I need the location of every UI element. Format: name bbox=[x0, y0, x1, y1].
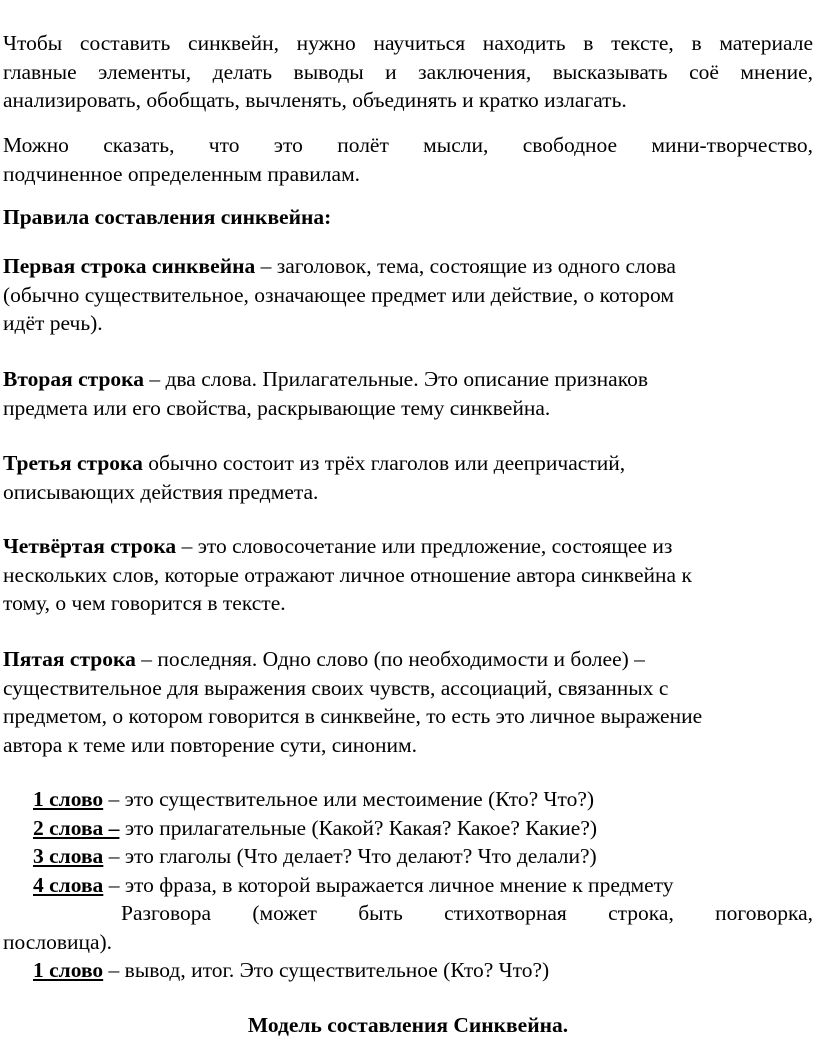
rule-third-label: Третья строка bbox=[3, 451, 143, 475]
intro-line-3: анализировать, обобщать, вычленять, объединять и кратко излагать. bbox=[3, 88, 627, 112]
rules-heading: Правила составления синквейна: bbox=[3, 205, 332, 229]
scheme-item-4 bbox=[33, 871, 813, 900]
scheme-item-2 bbox=[33, 814, 813, 843]
rule-fifth-text-1: – последняя. Одно слово (по необходимости и более) – bbox=[135, 647, 645, 671]
rule-fourth-text-1: – это словосочетание или предложение, состоящее из bbox=[176, 534, 673, 558]
scheme-item-2-text: это прилагательные (Какой? Какая? Какое? Какие?) bbox=[119, 815, 598, 840]
rule-fourth-line bbox=[3, 532, 813, 618]
rule-third-line bbox=[3, 449, 813, 506]
rule-fifth-label: Пятая строка bbox=[3, 647, 136, 671]
intro-line-2: главные элементы, делать выводы и заключения, высказывать соё мнение, bbox=[3, 59, 813, 84]
flight-paragraph bbox=[3, 131, 813, 188]
scheme-item-3 bbox=[33, 842, 813, 871]
rule-third-text-2: описывающих действия предмета. bbox=[3, 479, 319, 504]
rule-first-label: Первая строка синквейна bbox=[3, 254, 256, 278]
rule-fifth-line bbox=[3, 645, 813, 759]
scheme-item-5 bbox=[33, 956, 813, 985]
scheme-item-4-continuation-2: пословица). bbox=[3, 929, 113, 954]
flight-line-1: Можно сказать, что это полёт мысли, свободное мини-творчество, bbox=[3, 133, 813, 157]
scheme-item-3-label: 3 слова bbox=[33, 844, 104, 868]
intro-paragraph bbox=[3, 29, 813, 115]
rule-second-label: Вторая строка bbox=[3, 367, 144, 391]
scheme-item-4-text: – это фраза, в которой выражается личное мнение к предмету bbox=[103, 872, 674, 897]
rule-fifth-text-2: существительное для выражения своих чувств, ассоциаций, связанных с bbox=[3, 675, 669, 700]
rule-first-line bbox=[3, 252, 813, 338]
scheme-item-5-text: – вывод, итог. Это существительное (Кто? Что?) bbox=[103, 958, 550, 982]
rule-first-text-1: – заголовок, тема, состоящие из одного слова bbox=[255, 254, 676, 278]
scheme-item-1-label: 1 слово bbox=[33, 787, 104, 811]
rule-fourth-text-3: тому, о чем говорится в тексте. bbox=[3, 591, 286, 615]
scheme-item-3-text: – это глаголы (Что делает? Что делают? Что делали?) bbox=[103, 844, 597, 868]
scheme-item-4-continuation-1: Разговора (может быть стихотворная строка, поговорка, bbox=[121, 901, 813, 925]
scheme-item-1 bbox=[33, 785, 813, 814]
scheme-list bbox=[3, 785, 813, 985]
scheme-item-2-label: 2 слова – bbox=[33, 815, 120, 840]
rule-fifth-text-3: предметом, о котором говорится в синквейне, то есть это личное выражение bbox=[3, 704, 703, 728]
scheme-item-4-label: 4 слова bbox=[33, 872, 104, 897]
rule-fourth-label: Четвёртая строка bbox=[3, 534, 177, 558]
rule-first-text-2: (обычно существительное, означающее предмет или действие, о котором bbox=[3, 282, 674, 307]
rule-fifth-text-4: автора к теме или повторение сути, синоним. bbox=[3, 732, 418, 757]
flight-line-2: подчиненное определенным правилам. bbox=[3, 161, 361, 186]
model-heading: Модель составления Синквейна. bbox=[247, 1013, 569, 1037]
scheme-item-1-text: – это существительное или местоимение (Кто? Что?) bbox=[103, 787, 595, 811]
rule-first-text-3: идёт речь). bbox=[3, 311, 103, 335]
rule-second-text-2: предмета или его свойства, раскрывающие тему синквейна. bbox=[3, 395, 551, 420]
rule-second-line bbox=[3, 365, 813, 422]
rule-fourth-text-2: нескольких слов, которые отражают личное отношение автора синквейна к bbox=[3, 562, 692, 587]
rule-third-text-1: обычно состоит из трёх глаголов или деепричастий, bbox=[142, 451, 626, 475]
intro-line-1: Чтобы составить синквейн, нужно научиться находить в тексте, в материале bbox=[3, 31, 813, 55]
rule-second-text-1: – два слова. Прилагательные. Это описание признаков bbox=[143, 367, 648, 391]
scheme-item-5-label: 1 слово bbox=[33, 958, 104, 982]
